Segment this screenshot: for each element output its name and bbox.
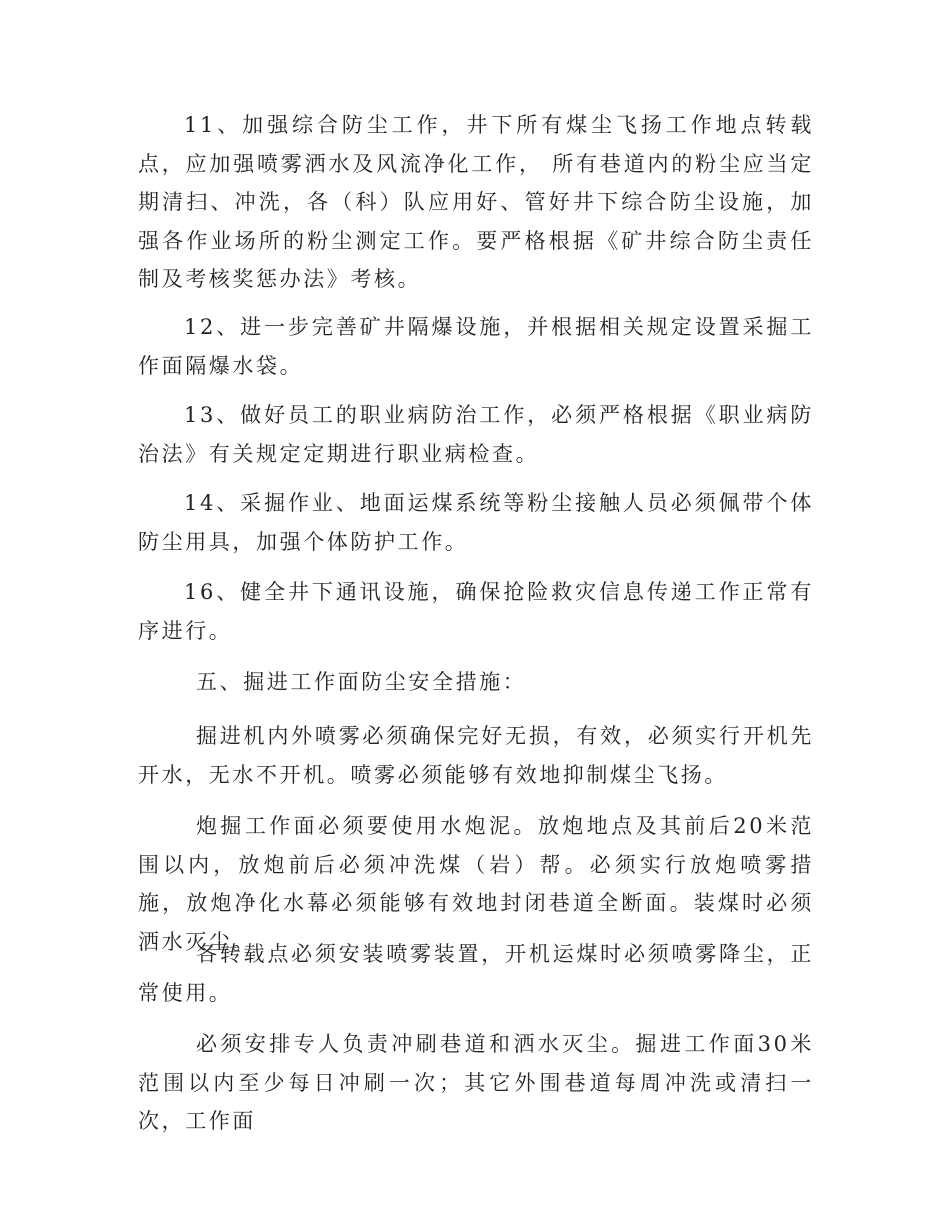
paragraph-roadheader-spray: 掘进机内外喷雾必须确保完好无损，有效，必须实行开机先开水，无水不开机。喷雾必须能够有效地抑制煤尘飞扬。 <box>138 724 814 787</box>
paragraph-12: 12、进一步完善矿井隔爆设施，并根据相关规定设置采掘工作面隔爆水袋。 <box>138 315 814 378</box>
paragraph-16: 16、健全井下通讯设施，确保抢险救灾信息传递工作正常有序进行。 <box>138 580 814 643</box>
paragraph-blasting: 炮掘工作面必须要使用水炮泥。放炮地点及其前后20米范围以内，放炮前后必须冲洗煤（岩）帮。必须实行放炮喷雾措施，放炮净化水幕必须能够有效地封闭巷道全断面。装煤时必须洒水灭尘。 <box>138 814 814 954</box>
section-heading: 五、掘进工作面防尘安全措施： <box>196 670 527 694</box>
paragraph-roadway-flushing: 必须安排专人负责冲刷巷道和洒水灭尘。掘进工作面30米范围以内至少每日冲刷一次；其它外围巷道每周冲洗或清扫一次，工作面 <box>138 1032 814 1133</box>
paragraph-14: 14、采掘作业、地面运煤系统等粉尘接触人员必须佩带个体防尘用具，加强个体防护工作。 <box>138 491 814 554</box>
paragraph-13: 13、做好员工的职业病防治工作，必须严格根据《职业病防治法》有关规定定期进行职业病检查。 <box>138 403 814 466</box>
paragraph-11: 11、加强综合防尘工作，井下所有煤尘飞扬工作地点转载点，应加强喷雾洒水及风流净化工作， 所有巷道内的粉尘应当定期清扫、冲洗，各（科）队应用好、管好井下综合防尘设施，加强各作业场所的粉尘测定工作。要严格根据《矿井综合防尘责任制及考核奖惩办法》考核。 <box>138 113 814 291</box>
paragraph-transfer-points: 各转载点必须安装喷雾装置，开机运煤时必须喷雾降尘，正常使用。 <box>138 942 814 1005</box>
